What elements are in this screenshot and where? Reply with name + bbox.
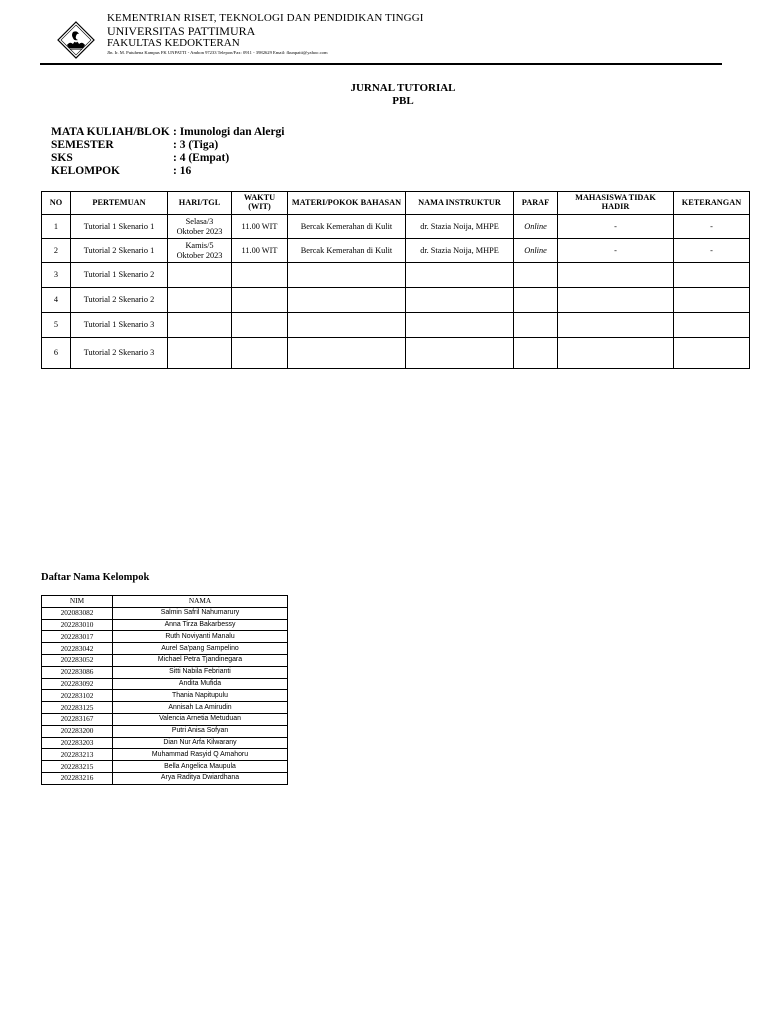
member-nama: Arya Raditya Dwiardhana <box>113 772 288 784</box>
cell-no: 3 <box>42 263 71 288</box>
table-row <box>42 313 750 338</box>
member-row <box>42 678 288 690</box>
cell-pertemuan: Tutorial 2 Skenario 1 <box>71 239 168 263</box>
cell-tidak-hadir <box>558 338 674 369</box>
table-row <box>42 338 750 369</box>
member-nim: 202283017 <box>42 631 113 643</box>
member-nim: 202283213 <box>42 749 113 761</box>
info-value: : Imunologi dan Alergi <box>173 126 285 138</box>
cell-paraf <box>514 338 558 369</box>
member-nama: Annisah La Amirudin <box>113 702 288 714</box>
col-keterangan: KETERANGAN <box>674 192 750 215</box>
member-nama: Andita Mufida <box>113 678 288 690</box>
cell-pertemuan: Tutorial 1 Skenario 2 <box>71 263 168 288</box>
cell-no: 1 <box>42 215 71 239</box>
faculty-name: FAKULTAS KEDOKTERAN <box>107 36 240 49</box>
member-nim: 202283102 <box>42 690 113 702</box>
member-nim: 202283216 <box>42 772 113 784</box>
cell-keterangan: - <box>674 215 750 239</box>
member-row <box>42 666 288 678</box>
table-row <box>42 263 750 288</box>
info-row <box>51 139 285 152</box>
member-nama: Anna Tirza Bakarbessy <box>113 619 288 631</box>
cell-pertemuan: Tutorial 2 Skenario 2 <box>71 288 168 313</box>
col-no: NO <box>42 192 71 215</box>
cell-instruktur <box>406 263 514 288</box>
info-value: : 4 (Empat) <box>173 152 230 164</box>
cell-no: 2 <box>42 239 71 263</box>
member-nim: 202283052 <box>42 654 113 666</box>
document-title: JURNAL TUTORIAL <box>350 82 456 94</box>
faculty-address: Jln. Ir. M. Putuhena Kampus FK UNPATTI - Ambon 97233 Telepon/Fax: 0911 - 3982629 Email: fkunpatti@yahoo.com <box>107 49 328 55</box>
cell-pertemuan: Tutorial 1 Skenario 1 <box>71 215 168 239</box>
info-row <box>51 165 285 178</box>
cell-hari <box>168 338 232 369</box>
cell-waktu <box>232 338 288 369</box>
cell-tidak-hadir <box>558 313 674 338</box>
cell-instruktur <box>406 288 514 313</box>
info-row <box>51 126 285 139</box>
member-list-title: Daftar Nama Kelompok <box>41 572 150 583</box>
member-header-row <box>42 596 288 608</box>
col-waktu <box>232 192 288 215</box>
member-row <box>42 702 288 714</box>
cell-instruktur: dr. Stazia Noija, MHPE <box>406 215 514 239</box>
cell-materi: Bercak Kemerahan di Kulit <box>288 215 406 239</box>
member-nim: 202283203 <box>42 737 113 749</box>
member-nama: Michael Petra Tjandinegara <box>113 654 288 666</box>
cell-instruktur: dr. Stazia Noija, MHPE <box>406 239 514 263</box>
cell-instruktur <box>406 313 514 338</box>
cell-waktu: 11.00 WIT <box>232 239 288 263</box>
member-row <box>42 631 288 643</box>
info-value: : 3 (Tiga) <box>173 139 219 151</box>
member-nim: 202283092 <box>42 678 113 690</box>
cell-hari-line2: Oktober 2023 <box>176 226 223 236</box>
course-info <box>51 126 285 178</box>
member-nama: Putri Anisa Sofyan <box>113 725 288 737</box>
cell-keterangan <box>674 288 750 313</box>
info-row <box>51 152 285 165</box>
cell-hari-line2: Oktober 2023 <box>176 250 223 260</box>
cell-paraf: Online <box>514 215 558 239</box>
cell-hari <box>168 239 232 263</box>
cell-waktu: 11.00 WIT <box>232 215 288 239</box>
letterhead-divider <box>40 63 722 65</box>
cell-materi <box>288 338 406 369</box>
info-key: SEMESTER <box>51 139 114 151</box>
info-key: KELOMPOK <box>51 165 120 177</box>
cell-materi: Bercak Kemerahan di Kulit <box>288 239 406 263</box>
member-list-table <box>41 595 288 785</box>
member-nama: Valencia Arnetia Metuduan <box>113 713 288 725</box>
member-nama: Bella Angelica Maupula <box>113 761 288 773</box>
member-row <box>42 772 288 784</box>
col-tidak-hadir <box>558 192 674 215</box>
col-instruktur: NAMA INSTRUKTUR <box>406 192 514 215</box>
cell-tidak-hadir <box>558 288 674 313</box>
cell-pertemuan: Tutorial 2 Skenario 3 <box>71 338 168 369</box>
table-row <box>42 288 750 313</box>
col-nim: NIM <box>42 596 113 608</box>
member-nim: 202283125 <box>42 702 113 714</box>
cell-pertemuan: Tutorial 1 Skenario 3 <box>71 313 168 338</box>
cell-keterangan <box>674 313 750 338</box>
table-row <box>42 239 750 263</box>
cell-tidak-hadir <box>558 263 674 288</box>
cell-hari <box>168 288 232 313</box>
university-logo <box>56 20 96 60</box>
member-row <box>42 654 288 666</box>
member-nim: 202083082 <box>42 607 113 619</box>
cell-no: 4 <box>42 288 71 313</box>
member-row <box>42 643 288 655</box>
member-nama: Sitti Nabila Febrianti <box>113 666 288 678</box>
col-waktu-line2: (WIT) <box>248 202 271 211</box>
member-nama: Thania Napitupulu <box>113 690 288 702</box>
col-paraf: PARAF <box>514 192 558 215</box>
cell-tidak-hadir: - <box>558 239 674 263</box>
member-nim: 202283010 <box>42 619 113 631</box>
cell-waktu <box>232 263 288 288</box>
info-value: : 16 <box>173 165 192 177</box>
cell-waktu <box>232 288 288 313</box>
col-waktu-line1: WAKTU <box>243 193 276 203</box>
col-tidak-hadir-line2: HADIR <box>601 202 630 211</box>
member-nim: 202283215 <box>42 761 113 773</box>
cell-waktu <box>232 313 288 338</box>
cell-paraf <box>514 313 558 338</box>
member-nim: 202283200 <box>42 725 113 737</box>
member-row <box>42 725 288 737</box>
member-nim: 202283042 <box>42 643 113 655</box>
col-materi: MATERI/POKOK BAHASAN <box>288 192 406 215</box>
col-hari: HARI/TGL <box>168 192 232 215</box>
member-row <box>42 690 288 702</box>
cell-keterangan: - <box>674 239 750 263</box>
member-row <box>42 761 288 773</box>
cell-keterangan <box>674 338 750 369</box>
cell-instruktur <box>406 338 514 369</box>
cell-tidak-hadir: - <box>558 215 674 239</box>
member-nim: 202283167 <box>42 713 113 725</box>
document-subtitle: PBL <box>392 95 414 107</box>
info-key: SKS <box>51 152 73 164</box>
info-key: MATA KULIAH/BLOK <box>51 126 170 138</box>
ministry-name: KEMENTRIAN RISET, TEKNOLOGI DAN PENDIDIKAN TINGGI <box>107 12 424 24</box>
cell-materi <box>288 288 406 313</box>
member-nama: Dian Nur Arfa Kilwarany <box>113 737 288 749</box>
cell-keterangan <box>674 263 750 288</box>
member-nama: Muhammad Rasyid Q Amahoru <box>113 749 288 761</box>
cell-hari-line1: Kamis/5 <box>185 240 214 250</box>
cell-paraf: Online <box>514 239 558 263</box>
member-nama: Salmin Safril Nahumarury <box>113 607 288 619</box>
cell-no: 5 <box>42 313 71 338</box>
tutorial-journal-table <box>41 191 750 369</box>
member-row <box>42 749 288 761</box>
cell-hari <box>168 215 232 239</box>
cell-hari-line1: Selasa/3 <box>185 216 214 226</box>
member-nama: Aurel Sa'pang Sampelino <box>113 643 288 655</box>
cell-materi <box>288 313 406 338</box>
table-header-row <box>42 192 750 215</box>
member-nim: 202283086 <box>42 666 113 678</box>
cell-hari <box>168 263 232 288</box>
member-row <box>42 619 288 631</box>
member-nama: Ruth Noviyanti Manalu <box>113 631 288 643</box>
member-row <box>42 607 288 619</box>
col-pertemuan: PERTEMUAN <box>71 192 168 215</box>
member-row <box>42 713 288 725</box>
cell-paraf <box>514 263 558 288</box>
cell-materi <box>288 263 406 288</box>
cell-no: 6 <box>42 338 71 369</box>
col-tidak-hadir-line1: MAHASISWA TIDAK <box>575 193 656 203</box>
letterhead <box>107 13 424 56</box>
university-name: UNIVERSITAS PATTIMURA <box>107 23 256 38</box>
col-nama: NAMA <box>113 596 288 608</box>
member-row <box>42 737 288 749</box>
cell-paraf <box>514 288 558 313</box>
cell-hari <box>168 313 232 338</box>
table-row <box>42 215 750 239</box>
